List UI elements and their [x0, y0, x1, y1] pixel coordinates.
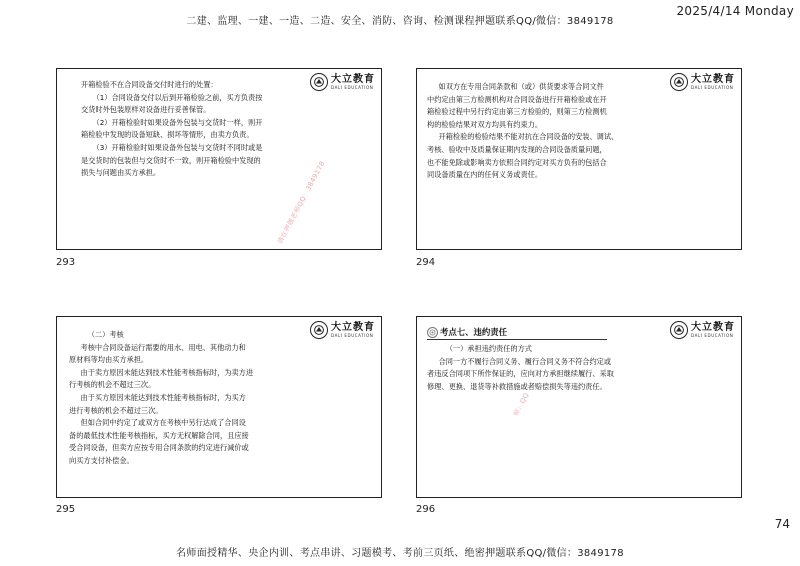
text-line: （3）开箱检验时如果设备外包装与交货时不同时或是	[92, 142, 263, 152]
logo	[670, 73, 735, 91]
logo	[310, 321, 375, 339]
slide-content	[81, 79, 353, 180]
text-line: 损失与问题由买方承担。	[81, 168, 161, 178]
slide-content	[427, 343, 681, 393]
target-icon	[427, 327, 438, 338]
slide-content	[69, 329, 301, 468]
logo-name-cn: 大立教育	[331, 321, 375, 333]
watermark: 师：QQ	[511, 391, 531, 418]
logo-name-en: DALI EDUCATION	[691, 332, 734, 338]
text-line: 考核中合同设备运行需要的用水、用电、其他动力和	[80, 342, 246, 352]
logo	[670, 321, 735, 339]
text-line: 者违反合同项下所作保证的，应向对方承担继续履行、采取	[427, 369, 614, 379]
text-line: （1）合同设备交付以后到开箱检验之前，买方负责按	[92, 92, 263, 102]
text-line: 也不能免除或影响卖方依照合同约定对买方负有的包括合	[427, 157, 607, 167]
date-label: 2025/4/14 Monday	[676, 4, 794, 18]
logo-emblem-icon	[670, 321, 688, 339]
slide-number: 295	[56, 504, 76, 515]
logo-name-cn: 大立教育	[691, 321, 735, 333]
text-line: 受合同设备，但卖方应按专用合同条款的约定进行减价或	[69, 443, 249, 453]
slide-296	[416, 316, 742, 498]
text-line: 构的检验结果对双方均具有约束力。	[427, 119, 543, 129]
watermark: 请在押题老师QQ：3849178	[275, 159, 327, 246]
logo-name-en: DALI EDUCATION	[331, 84, 374, 90]
slide-293	[56, 68, 382, 250]
header-banner: 二建、监理、一建、一造、二造、安全、消防、咨询、检测课程押题联系QQ/微信：3849178	[186, 16, 614, 27]
footer-banner: 名师面授精华、央企内训、考点串讲、习题模考、考前三页纸、绝密押题联系QQ/微信：3849178	[176, 548, 624, 559]
page-total: 74	[774, 517, 790, 531]
text-line: 进行考核的机会不超过三次。	[69, 405, 163, 415]
text-line: （一）承担违约责任的方式	[445, 344, 532, 353]
text-line: 箱检验过程中另行约定由第三方检验的，则第三方检测机	[427, 107, 607, 117]
text-line: 如双方在专用合同条款和（或）供货要求等合同文件	[438, 82, 604, 91]
logo-name-en: DALI EDUCATION	[691, 84, 734, 90]
text-line: 开箱检验的检验结果不能对抗在合同设备的安装、调试、	[438, 132, 619, 142]
text-line: 行考核的机会不超过三次。	[69, 380, 156, 390]
slide-number: 293	[56, 257, 76, 268]
text-line: 同设备质量在内的任何义务或责任。	[427, 170, 543, 180]
text-line: 箱检验中发现的设备短缺、损坏等情形，由卖方负责。	[81, 130, 254, 140]
text-line: （2）开箱检验时如果设备外包装与交货时一样，则开	[92, 117, 263, 127]
text-line: 原材料等均由买方承担。	[69, 355, 149, 365]
section-title: 考点七、违约责任	[440, 327, 507, 337]
logo-name-cn: 大立教育	[691, 73, 735, 85]
slide-number: 294	[416, 257, 436, 268]
text-line: 但如合同中约定了或双方在考核中另行达成了合同设	[80, 418, 246, 428]
text-line: 合同一方不履行合同义务、履行合同义务不符合约定或	[438, 356, 612, 366]
logo-name-en: DALI EDUCATION	[331, 332, 374, 338]
logo-name-cn: 大立教育	[331, 73, 375, 85]
text-line: 由于买方原因未能达到技术性能考核指标时，为买方	[80, 392, 246, 402]
text-line: 中约定由第三方检测机构对合同设备进行开箱检验或在开	[427, 94, 607, 104]
slide-294	[416, 68, 742, 250]
logo-emblem-icon	[670, 73, 688, 91]
text-line: 是交货时的包装但与交货时不一致，则开箱检验中发现的	[81, 155, 261, 165]
text-line: 由于卖方原因未能达到技术性能考核指标时，为卖方进	[80, 367, 254, 377]
text-line: 考核、验收中及质量保证期内发现的合同设备质量问题，	[427, 144, 607, 154]
slide-content	[427, 81, 671, 182]
text-line: 开箱检验不在合同设备交付时进行的处置：	[81, 80, 218, 89]
slide-number: 296	[416, 504, 436, 515]
text-line: 备的最低技术性能考核指标，买方无权解除合同，且应接	[69, 430, 249, 440]
text-line: 交货时外包装原样对设备进行妥善保管。	[81, 105, 211, 115]
text-line: 修理、更换、退货等补救措施或者赔偿损失等违约责任。	[427, 381, 607, 391]
section-title-bar	[427, 325, 607, 340]
slide-295	[56, 316, 382, 498]
text-line: （二）考核	[87, 330, 124, 339]
logo-emblem-icon	[310, 321, 328, 339]
text-line: 向买方支付补偿金。	[69, 455, 134, 465]
